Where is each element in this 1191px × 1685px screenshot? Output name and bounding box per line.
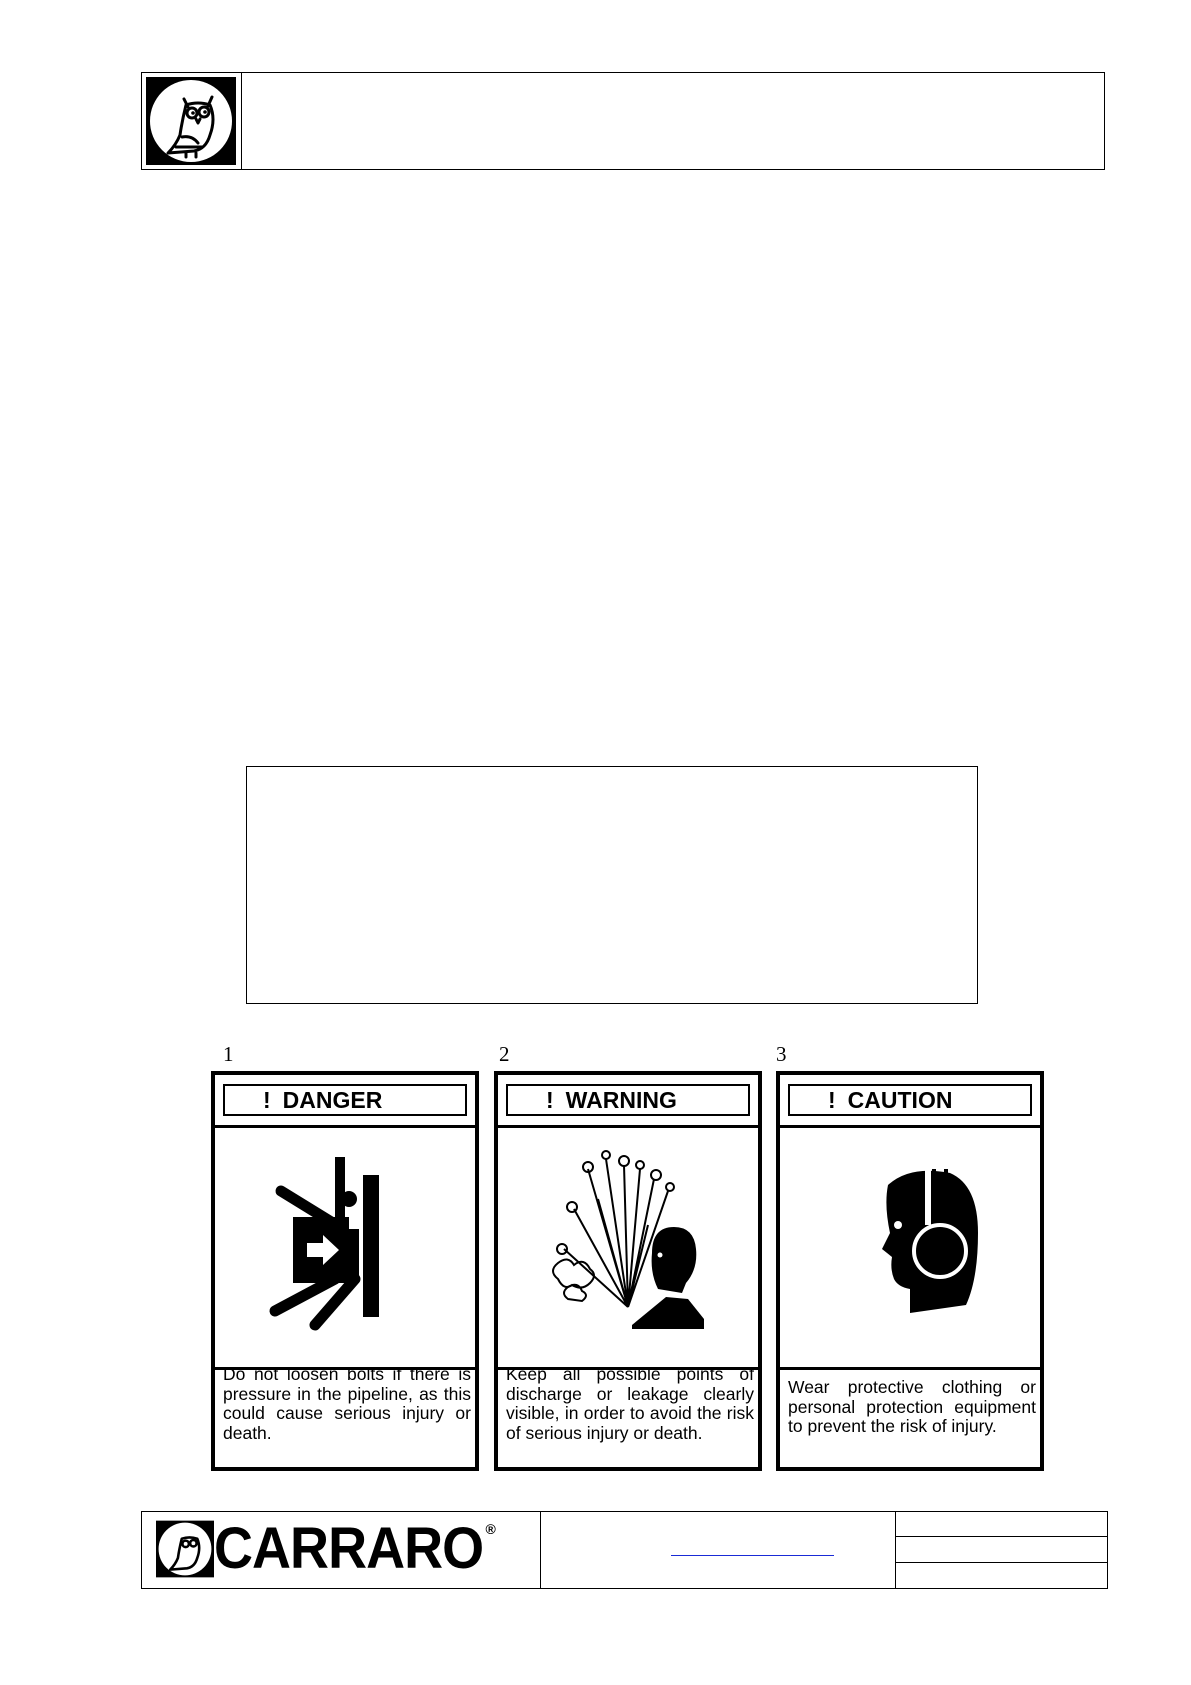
sign-divider bbox=[215, 1125, 475, 1128]
footer-brand-cell bbox=[142, 1512, 541, 1588]
sign-divider bbox=[780, 1367, 1040, 1370]
carraro-logo bbox=[156, 1516, 514, 1581]
notice-box bbox=[246, 766, 978, 1004]
fluid-spray-icon bbox=[528, 1129, 728, 1355]
footer-middle-cell bbox=[541, 1512, 896, 1588]
pressure-release-icon bbox=[245, 1129, 445, 1355]
sign-title-text: DANGER bbox=[282, 1087, 383, 1113]
sign-text: Wear protective clothing or personal protection equipment to prevent the risk of injury. bbox=[788, 1377, 1036, 1436]
sign-title bbox=[506, 1084, 750, 1116]
sign-pictogram bbox=[498, 1129, 758, 1355]
danger-sign bbox=[211, 1045, 479, 1471]
owl-logo-icon bbox=[146, 77, 236, 165]
footer-info-row bbox=[896, 1538, 1107, 1563]
registered-mark: ® bbox=[485, 1521, 496, 1537]
page-footer bbox=[141, 1511, 1108, 1589]
sign-pictogram bbox=[780, 1129, 1040, 1355]
sign-title bbox=[223, 1084, 467, 1116]
sign-number: 3 bbox=[776, 1042, 787, 1066]
footer-info-row bbox=[896, 1512, 1107, 1537]
sign-number: 2 bbox=[499, 1042, 510, 1066]
sign-frame bbox=[494, 1071, 762, 1471]
owl-logo-icon bbox=[156, 1520, 214, 1578]
sign-divider bbox=[780, 1125, 1040, 1128]
warning-sign bbox=[494, 1045, 762, 1471]
caution-sign bbox=[776, 1045, 1044, 1471]
sign-title bbox=[788, 1084, 1032, 1116]
sign-frame bbox=[776, 1071, 1044, 1471]
sign-number: 1 bbox=[223, 1042, 234, 1066]
ear-protection-icon bbox=[810, 1129, 1010, 1355]
header-logo-cell bbox=[142, 73, 242, 169]
footer-info-cell bbox=[896, 1512, 1107, 1588]
sign-pictogram bbox=[215, 1129, 475, 1355]
sign-title-text: WARNING bbox=[565, 1087, 677, 1113]
page-header bbox=[141, 72, 1105, 170]
exclamation-mark: ! bbox=[263, 1087, 271, 1113]
brand-name: CARRARO bbox=[214, 1516, 484, 1581]
footer-link-underline[interactable] bbox=[671, 1555, 834, 1556]
exclamation-mark: ! bbox=[828, 1087, 836, 1113]
sign-frame bbox=[211, 1071, 479, 1471]
sign-text: Keep all possible points of discharge or leakage clearly visible, in order to avoid the risk of serious injury or death. bbox=[506, 1364, 754, 1443]
sign-text: Do not loosen bolts if there is pressure in the pipeline, as this could cause serious injury or death. bbox=[223, 1364, 471, 1443]
sign-title-text: CAUTION bbox=[847, 1087, 953, 1113]
sign-divider bbox=[498, 1125, 758, 1128]
exclamation-mark: ! bbox=[546, 1087, 554, 1113]
